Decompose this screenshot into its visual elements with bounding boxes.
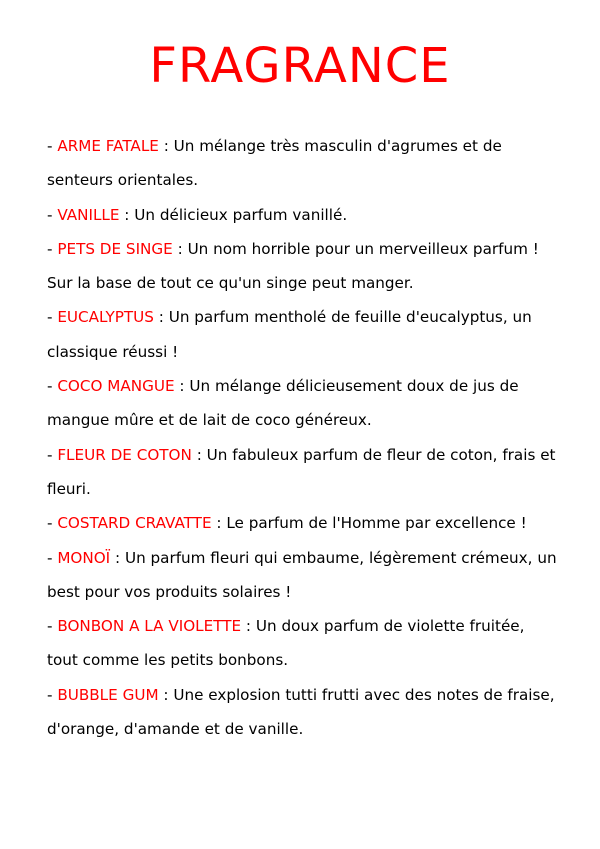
list-item: - EUCALYPTUS : Un parfum mentholé de feuille d'eucalyptus, un classique réussi ! xyxy=(47,308,532,361)
list-item: - ARME FATALE : Un mélange très masculin d'agrumes et de senteurs orientales. xyxy=(47,137,502,190)
fragrance-description: Un mélange délicieusement doux de jus de mangue mûre et de lait de coco généreux. xyxy=(47,377,519,430)
fragrance-list xyxy=(47,129,559,746)
fragrance-description: Une explosion tutti frutti avec des notes de fraise, d'orange, d'amande et de vanille. xyxy=(47,685,555,739)
fragrance-description: Un fabuleux parfum de fleur de coton, frais et fleuri. xyxy=(47,445,556,498)
list-item: - FLEUR DE COTON : Un fabuleux parfum de fleur de coton, frais et fleuri. xyxy=(47,445,556,498)
fragrance-description: Un délicieux parfum vanillé. xyxy=(134,205,348,224)
list-item: - PETS DE SINGE : Un nom horrible pour un merveilleux parfum ! Sur la base de tout ce qu'un singe peut manger. xyxy=(47,239,539,293)
fragrance-name: MONOÏ xyxy=(57,548,111,567)
fragrance-name: COCO MANGUE xyxy=(57,377,175,396)
fragrance-description: Un parfum mentholé de feuille d'eucalyptus, un classique réussi ! xyxy=(47,308,532,361)
list-item: - VANILLE : Un délicieux parfum vanillé. xyxy=(47,205,348,224)
fragrance-name: VANILLE xyxy=(57,205,120,224)
fragrance-name: PETS DE SINGE xyxy=(57,239,173,258)
fragrance-description: Un parfum fleuri qui embaume, légèrement crémeux, un best pour vos produits solaires ! xyxy=(47,548,557,601)
fragrance-description: Un doux parfum de violette fruitée, tout comme les petits bonbons. xyxy=(47,617,525,670)
fragrance-name: EUCALYPTUS xyxy=(57,308,154,327)
fragrance-name: BONBON A LA VIOLETTE xyxy=(57,617,242,636)
list-item: - BONBON A LA VIOLETTE : Un doux parfum de violette fruitée, tout comme les petits bonbons. xyxy=(47,617,525,670)
fragrance-description: Un nom horrible pour un merveilleux parfum ! Sur la base de tout ce qu'un singe peut manger. xyxy=(47,239,539,293)
page-title: FRAGRANCE xyxy=(149,38,451,94)
fragrance-name: BUBBLE GUM xyxy=(57,685,159,704)
list-item: - MONOÏ : Un parfum fleuri qui embaume, légèrement crémeux, un best pour vos produits solaires ! xyxy=(47,548,557,601)
fragrance-description: Le parfum de l'Homme par excellence ! xyxy=(226,514,527,533)
list-item: - COCO MANGUE : Un mélange délicieusement doux de jus de mangue mûre et de lait de coco généreux. xyxy=(47,377,519,430)
list-item: - BUBBLE GUM : Une explosion tutti frutti avec des notes de fraise, d'orange, d'amande et de vanille. xyxy=(47,685,555,739)
fragrance-name: FLEUR DE COTON xyxy=(57,445,192,464)
fragrance-name: ARME FATALE xyxy=(57,137,159,155)
list-item: - COSTARD CRAVATTE : Le parfum de l'Homme par excellence ! xyxy=(47,514,527,533)
fragrance-description: Un mélange très masculin d'agrumes et de senteurs orientales. xyxy=(47,137,502,190)
fragrance-name: COSTARD CRAVATTE xyxy=(57,514,212,533)
